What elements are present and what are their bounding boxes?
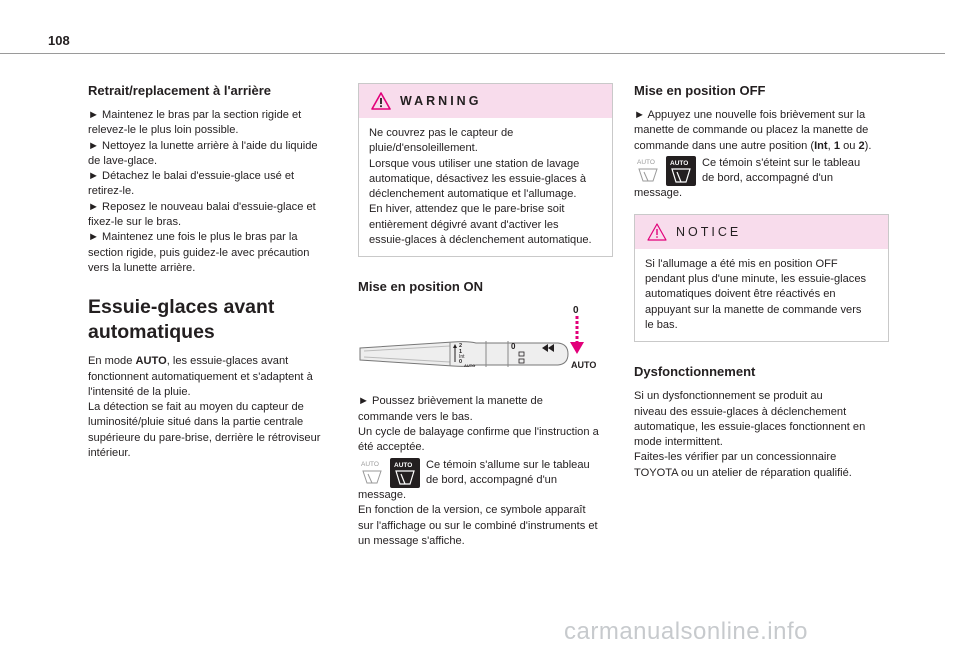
text-line: En fonction de la version, ce symbole apparaît (358, 504, 586, 517)
text-line: automatique, désactivez les essuie-glaces à (369, 172, 587, 185)
text-line: ► Poussez brièvement la manette de (358, 395, 543, 408)
text-line: fonctionnent automatiquement et s'adaptent à (88, 370, 313, 383)
lever-mark-int: Int (459, 354, 465, 361)
auto-mode-paragraph (88, 354, 343, 461)
text-line: relevez-le le plus loin possible. (88, 124, 239, 137)
auto-wiper-black-icon (666, 156, 696, 186)
text-line: été acceptée. (358, 441, 425, 454)
heading-off: Mise en position OFF (634, 83, 766, 98)
text-line: Si un dysfonctionnement se produit au (634, 390, 823, 403)
text-line: Ce témoin s'allume sur le tableau (426, 458, 590, 471)
auto-wiper-black-icon (390, 458, 420, 488)
text-line: niveau des essuie-glaces à déclenchement (634, 405, 847, 418)
text-fragment: ). (864, 139, 872, 152)
auto-wiper-gray-icon (358, 458, 386, 486)
notice-body (635, 249, 888, 341)
text-line: un message s'affiche. (358, 535, 465, 548)
warning-triangle-icon (371, 92, 391, 110)
section-title-line: automatiques (88, 321, 215, 344)
text-line: mode intermittent. (634, 436, 723, 449)
text-line: ► Appuyez une nouvelle fois brièvement sur la (634, 109, 866, 121)
header-rule (0, 53, 945, 54)
text-line: Lorsque vous utiliser une station de lavage (369, 157, 580, 170)
text-line: message. (358, 489, 407, 502)
indicator-row-off (634, 156, 889, 187)
text-line: manette de commande ou placez la manette de (634, 124, 869, 137)
auto-wiper-gray-icon (634, 156, 662, 184)
section-title (88, 295, 343, 345)
text-line: essuie-glaces à déclenchement automatique. (369, 234, 592, 247)
text-line: ► Maintenez une fois le plus le bras par la (88, 231, 298, 244)
text-line: ► Nettoyez la lunette arrière à l'aide du liquide (88, 139, 318, 152)
auto-icon-label: AUTO (637, 158, 655, 166)
text-line: automatiques doivent être réactivés en (645, 288, 836, 301)
notice-triangle-icon (647, 223, 667, 241)
warning-box (358, 83, 613, 257)
text-line: retirez-le. (88, 185, 135, 198)
indicator-text (702, 156, 860, 187)
column-2 (358, 83, 613, 549)
text-line: fixez-le sur le bras. (88, 216, 182, 229)
text-line: La détection se fait au moyen du capteur de (88, 401, 304, 414)
lever-top-0: 0 (573, 305, 579, 317)
text-line: luminosité/pluie situé dans la partie centrale (88, 416, 304, 429)
text-line: En hiver, attendez que le pare-brise soit (369, 203, 565, 216)
text-fragment: En mode (88, 355, 136, 368)
auto-icon-label: AUTO (394, 461, 413, 469)
heading-on: Mise en position ON (358, 279, 483, 295)
auto-icon-label: AUTO (361, 460, 379, 468)
bold-1: 1 (833, 139, 840, 152)
text-line: Si l'allumage a été mis en position OFF (645, 257, 838, 270)
text-line: commande vers le bas. (358, 410, 473, 423)
text-line: sur l'affichage ou sur le combiné d'instruments et (358, 519, 598, 532)
text-line: ► Détachez le balai d'essuie-glace usé et (88, 170, 295, 183)
lever-bottom-auto: AUTO (571, 360, 597, 371)
bold-int: Int (814, 139, 828, 152)
text-fragment: ou (839, 139, 859, 152)
indicator-icons (634, 156, 696, 186)
text-line: intérieur. (88, 447, 131, 460)
auto-icon-label: AUTO (670, 159, 689, 167)
text-line: Ne couvrez pas le capteur de (369, 127, 514, 139)
column-3 (634, 83, 889, 481)
text-line: section rigide, puis guidez-le avec précaution (88, 246, 310, 259)
on-after-text (358, 488, 613, 549)
lever-end-0: 0 (511, 342, 516, 352)
notice-header (635, 215, 888, 249)
text-line: le bas. (645, 318, 678, 331)
text-line: Faites-les vérifier par un concessionnaire (634, 451, 837, 464)
text-line: pluie/d'ensoleillement. (369, 142, 478, 155)
text-line: Ce témoin s'éteint sur le tableau (702, 156, 861, 169)
lever-mark-2: 2 (459, 343, 463, 350)
rear-removal-steps (88, 108, 343, 276)
text-line: entièrement dégivré avant d'activer les (369, 218, 559, 231)
text-line: pendant plus d'une minute, les essuie-glaces (645, 273, 867, 286)
text-line: vers la lunette arrière. (88, 261, 196, 274)
indicator-icons (358, 458, 420, 488)
indicator-text (426, 458, 590, 489)
off-after-text: message. (634, 187, 683, 200)
bold-2: 2 (858, 139, 865, 152)
text-line: appuyant sur la manette de commande vers (645, 303, 862, 316)
text-line: déclenchement automatique et l'allumage. (369, 188, 577, 201)
text-fragment: , (827, 139, 834, 152)
indicator-row-on (358, 458, 613, 489)
malfunction-text (634, 389, 889, 481)
text-line: de lave-glace. (88, 154, 158, 167)
warning-header (359, 84, 612, 118)
text-line: de bord, accompagné d'un (702, 172, 834, 185)
text-fragment: commande dans une autre position ( (634, 139, 815, 152)
wiper-lever-illustration (358, 304, 613, 384)
auto-bold: AUTO (135, 355, 167, 368)
lever-mark-0: 0 (459, 359, 463, 366)
text-line: de bord, accompagné d'un (426, 473, 558, 486)
text-line: ► Maintenez le bras par la section rigide et (88, 109, 302, 121)
off-instructions (634, 108, 889, 154)
warning-label: WARNING (400, 94, 482, 108)
page-number: 108 (48, 33, 70, 48)
text-fragment: , les essuie-glaces avant (166, 355, 289, 368)
notice-box (634, 214, 889, 342)
notice-label: NOTICE (676, 224, 742, 239)
text-line: Un cycle de balayage confirme que l'instruction a (358, 425, 599, 438)
warning-body (359, 118, 612, 256)
lever-mark-auto: AUTO (464, 363, 476, 369)
text-line: supérieure du pare-brise, derrière le rétroviseur (88, 431, 321, 444)
text-line: ► Reposez le nouveau balai d'essuie-glace et (88, 200, 316, 213)
column-1 (88, 83, 343, 461)
text-line: l'intensité de la pluie. (88, 385, 191, 398)
heading-rear-removal: Retrait/replacement à l'arrière (88, 83, 272, 98)
text-line: TOYOTA ou un atelier de réparation qualifié. (634, 466, 852, 479)
text-line: automatique, les essuie-glaces fonctionnent en (634, 420, 866, 433)
lever-mark-1: 1 (459, 349, 463, 356)
watermark: carmanualsonline.info (564, 618, 808, 645)
heading-malfunction: Dysfonctionnement (634, 364, 756, 380)
section-title-line: Essuie-glaces avant (88, 296, 275, 319)
on-instructions (358, 394, 613, 455)
